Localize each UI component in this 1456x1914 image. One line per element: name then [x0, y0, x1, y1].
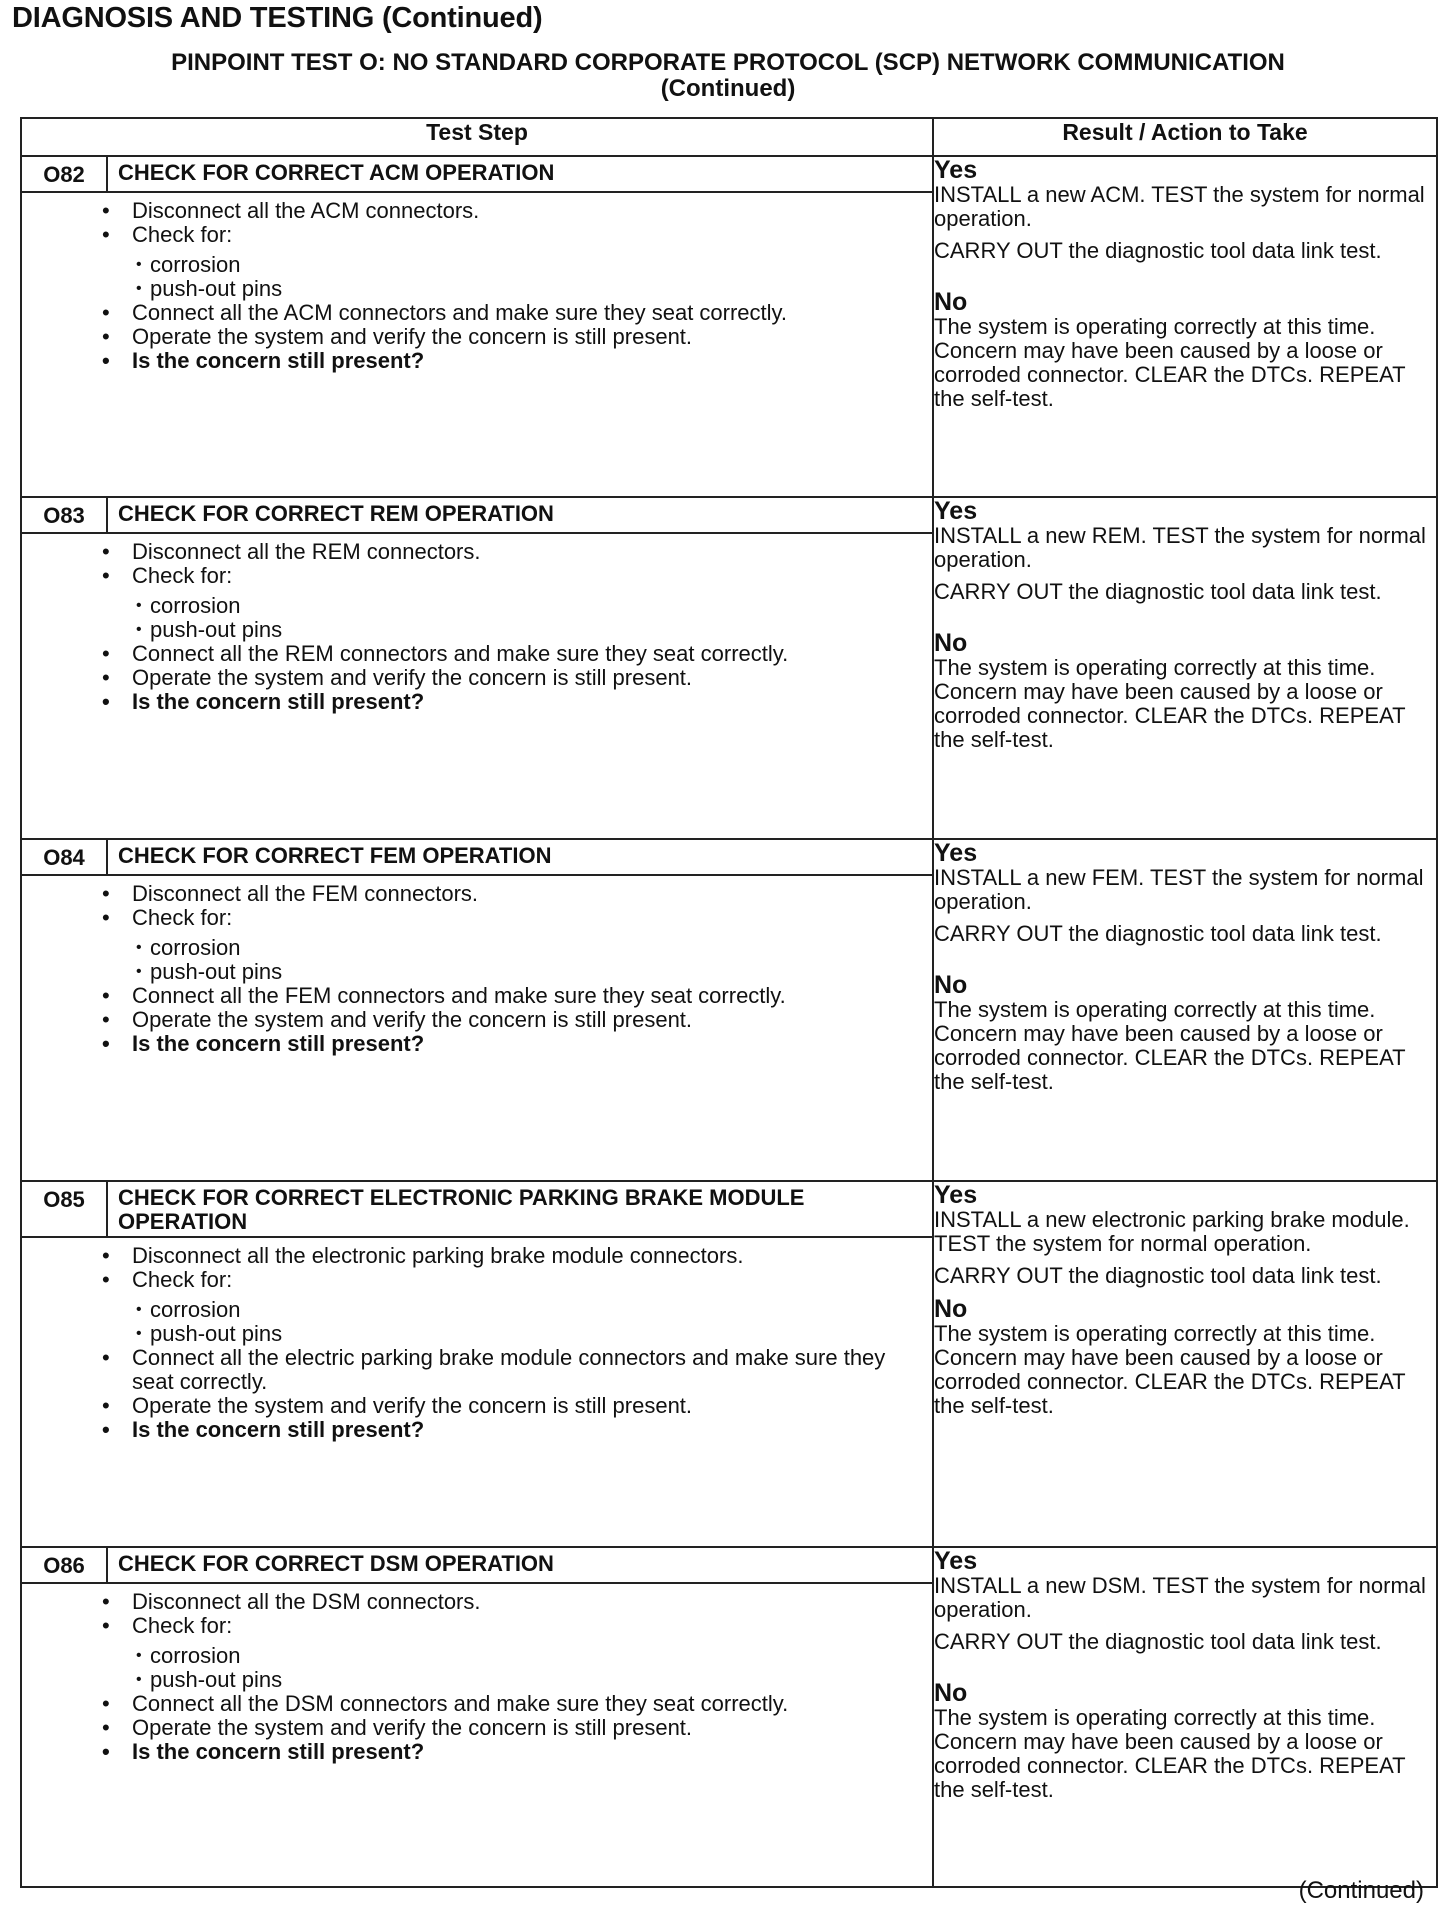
- list-item: [132, 906, 892, 984]
- list-item: [132, 1268, 892, 1346]
- yes-action-secondary: CARRY OUT the diagnostic tool data link test.: [934, 1263, 1382, 1288]
- sub-list-item: • push-out pins: [150, 1322, 892, 1346]
- list-item: • Operate the system and verify the concern is still present.: [132, 1008, 892, 1032]
- yes-label: Yes: [934, 497, 978, 525]
- list-item: • Operate the system and verify the concern is still present.: [132, 1394, 892, 1418]
- list-item: • Connect all the FEM connectors and make sure they seat correctly.: [132, 984, 892, 1008]
- step-question: • Is the concern still present?: [132, 1418, 892, 1442]
- list-item-label: Check for:: [132, 1613, 233, 1638]
- check-sublist: [132, 1292, 892, 1346]
- step-title: CHECK FOR CORRECT ACM OPERATION: [118, 160, 555, 185]
- list-item-label: Check for:: [132, 1267, 233, 1292]
- yes-action: INSTALL a new ACM. TEST the system for normal operation.: [934, 182, 1425, 231]
- sub-list-item: • corrosion: [150, 1298, 892, 1322]
- step-question: • Is the concern still present?: [132, 1032, 892, 1056]
- sub-list-item: • push-out pins: [150, 960, 892, 984]
- step-title: CHECK FOR CORRECT REM OPERATION: [118, 501, 554, 526]
- step-title: CHECK FOR CORRECT FEM OPERATION: [118, 843, 552, 868]
- test-step-cell: [21, 1547, 933, 1887]
- list-item-label: Check for:: [132, 563, 233, 588]
- step-header: [22, 1548, 932, 1584]
- check-sublist: [132, 1638, 892, 1692]
- step-number: O83: [22, 498, 108, 532]
- no-action: The system is operating correctly at this time. Concern may have been caused by a loose or corroded connector. CLEAR the DTCs. REPEAT the self-test.: [934, 314, 1406, 411]
- list-item: • Operate the system and verify the concern is still present.: [132, 325, 892, 349]
- list-item: • Operate the system and verify the concern is still present.: [132, 666, 892, 690]
- table-row: [21, 1181, 1437, 1547]
- result-cell: [933, 839, 1437, 1181]
- step-instructions: [22, 1238, 932, 1448]
- yes-action-secondary: CARRY OUT the diagnostic tool data link test.: [934, 1629, 1382, 1654]
- page-continued-footer: (Continued): [1298, 1877, 1424, 1904]
- list-item: [132, 564, 892, 642]
- step-question: • Is the concern still present?: [132, 690, 892, 714]
- sub-list-item: • corrosion: [150, 594, 892, 618]
- list-item-label: Check for:: [132, 222, 233, 247]
- list-item: [132, 223, 892, 301]
- step-instructions: [22, 193, 932, 379]
- step-header: [22, 157, 932, 193]
- step-question: • Is the concern still present?: [132, 1740, 892, 1764]
- check-sublist: [132, 247, 892, 301]
- no-label: No: [934, 1295, 968, 1323]
- list-item: • Disconnect all the DSM connectors.: [132, 1590, 892, 1614]
- table-row: [21, 497, 1437, 839]
- test-step-cell: [21, 497, 933, 839]
- page-title: DIAGNOSIS AND TESTING (Continued): [12, 2, 543, 34]
- step-header: [22, 1182, 932, 1238]
- list-item: • Connect all the ACM connectors and make sure they seat correctly.: [132, 301, 892, 325]
- yes-action: INSTALL a new FEM. TEST the system for normal operation.: [934, 865, 1424, 914]
- list-item: • Operate the system and verify the concern is still present.: [132, 1716, 892, 1740]
- no-label: No: [934, 629, 968, 657]
- list-item: [132, 1614, 892, 1692]
- table-row: [21, 1547, 1437, 1887]
- yes-action: INSTALL a new REM. TEST the system for normal operation.: [934, 523, 1426, 572]
- list-item: • Disconnect all the electronic parking brake module connectors.: [132, 1244, 892, 1268]
- check-sublist: [132, 930, 892, 984]
- list-item: • Connect all the REM connectors and make sure they seat correctly.: [132, 642, 892, 666]
- yes-label: Yes: [934, 1547, 978, 1575]
- step-title: CHECK FOR CORRECT ELECTRONIC PARKING BRAKE MODULE OPERATION: [118, 1185, 805, 1234]
- no-label: No: [934, 288, 968, 316]
- test-step-cell: [21, 156, 933, 497]
- sub-list-item: • push-out pins: [150, 618, 892, 642]
- pinpoint-test-title: PINPOINT TEST O: NO STANDARD CORPORATE PROTOCOL (SCP) NETWORK COMMUNICATION: [171, 49, 1285, 76]
- sub-list-item: • push-out pins: [150, 277, 892, 301]
- list-item: • Disconnect all the ACM connectors.: [132, 199, 892, 223]
- step-number: O86: [22, 1548, 108, 1582]
- result-cell: [933, 156, 1437, 497]
- pinpoint-test-continued: (Continued): [660, 75, 796, 102]
- step-title: CHECK FOR CORRECT DSM OPERATION: [118, 1551, 554, 1576]
- result-cell: [933, 1181, 1437, 1547]
- yes-action-secondary: CARRY OUT the diagnostic tool data link test.: [934, 579, 1382, 604]
- no-label: No: [934, 1679, 968, 1707]
- no-action: The system is operating correctly at this time. Concern may have been caused by a loose or corroded connector. CLEAR the DTCs. REPEAT the self-test.: [934, 1705, 1406, 1802]
- step-instructions: [22, 534, 932, 720]
- list-item: • Connect all the electric parking brake module connectors and make sure they seat correctly.: [132, 1346, 892, 1394]
- step-instructions: [22, 876, 932, 1062]
- table-row: [21, 839, 1437, 1181]
- step-number: O82: [22, 157, 108, 191]
- step-header: [22, 840, 932, 876]
- step-number: O84: [22, 840, 108, 874]
- list-item: • Connect all the DSM connectors and make sure they seat correctly.: [132, 1692, 892, 1716]
- test-step-table: [20, 117, 1438, 1888]
- step-instructions: [22, 1584, 932, 1770]
- test-step-cell: [21, 1181, 933, 1547]
- sub-list-item: • corrosion: [150, 253, 892, 277]
- test-step-cell: [21, 839, 933, 1181]
- table-row: [21, 156, 1437, 497]
- column-header-result: Result / Action to Take: [933, 118, 1437, 156]
- yes-action-secondary: CARRY OUT the diagnostic tool data link test.: [934, 238, 1382, 263]
- yes-label: Yes: [934, 839, 978, 867]
- yes-action: INSTALL a new electronic parking brake module. TEST the system for normal operation.: [934, 1207, 1410, 1256]
- sub-list-item: • corrosion: [150, 936, 892, 960]
- step-header: [22, 498, 932, 534]
- result-cell: [933, 1547, 1437, 1887]
- pinpoint-test-heading: [0, 50, 1456, 102]
- sub-list-item: • push-out pins: [150, 1668, 892, 1692]
- result-cell: [933, 497, 1437, 839]
- no-action: The system is operating correctly at this time. Concern may have been caused by a loose or corroded connector. CLEAR the DTCs. REPEAT the self-test.: [934, 655, 1406, 752]
- list-item: • Disconnect all the REM connectors.: [132, 540, 892, 564]
- yes-label: Yes: [934, 156, 978, 184]
- column-header-test-step: Test Step: [21, 118, 933, 156]
- no-action: The system is operating correctly at this time. Concern may have been caused by a loose or corroded connector. CLEAR the DTCs. REPEAT the self-test.: [934, 997, 1406, 1094]
- yes-label: Yes: [934, 1181, 978, 1209]
- list-item: • Disconnect all the FEM connectors.: [132, 882, 892, 906]
- no-action: The system is operating correctly at this time. Concern may have been caused by a loose or corroded connector. CLEAR the DTCs. REPEAT the self-test.: [934, 1321, 1406, 1418]
- list-item-label: Check for:: [132, 905, 233, 930]
- check-sublist: [132, 588, 892, 642]
- yes-action: INSTALL a new DSM. TEST the system for normal operation.: [934, 1573, 1426, 1622]
- no-label: No: [934, 971, 968, 999]
- step-number: O85: [22, 1182, 108, 1236]
- step-question: • Is the concern still present?: [132, 349, 892, 373]
- yes-action-secondary: CARRY OUT the diagnostic tool data link test.: [934, 921, 1382, 946]
- sub-list-item: • corrosion: [150, 1644, 892, 1668]
